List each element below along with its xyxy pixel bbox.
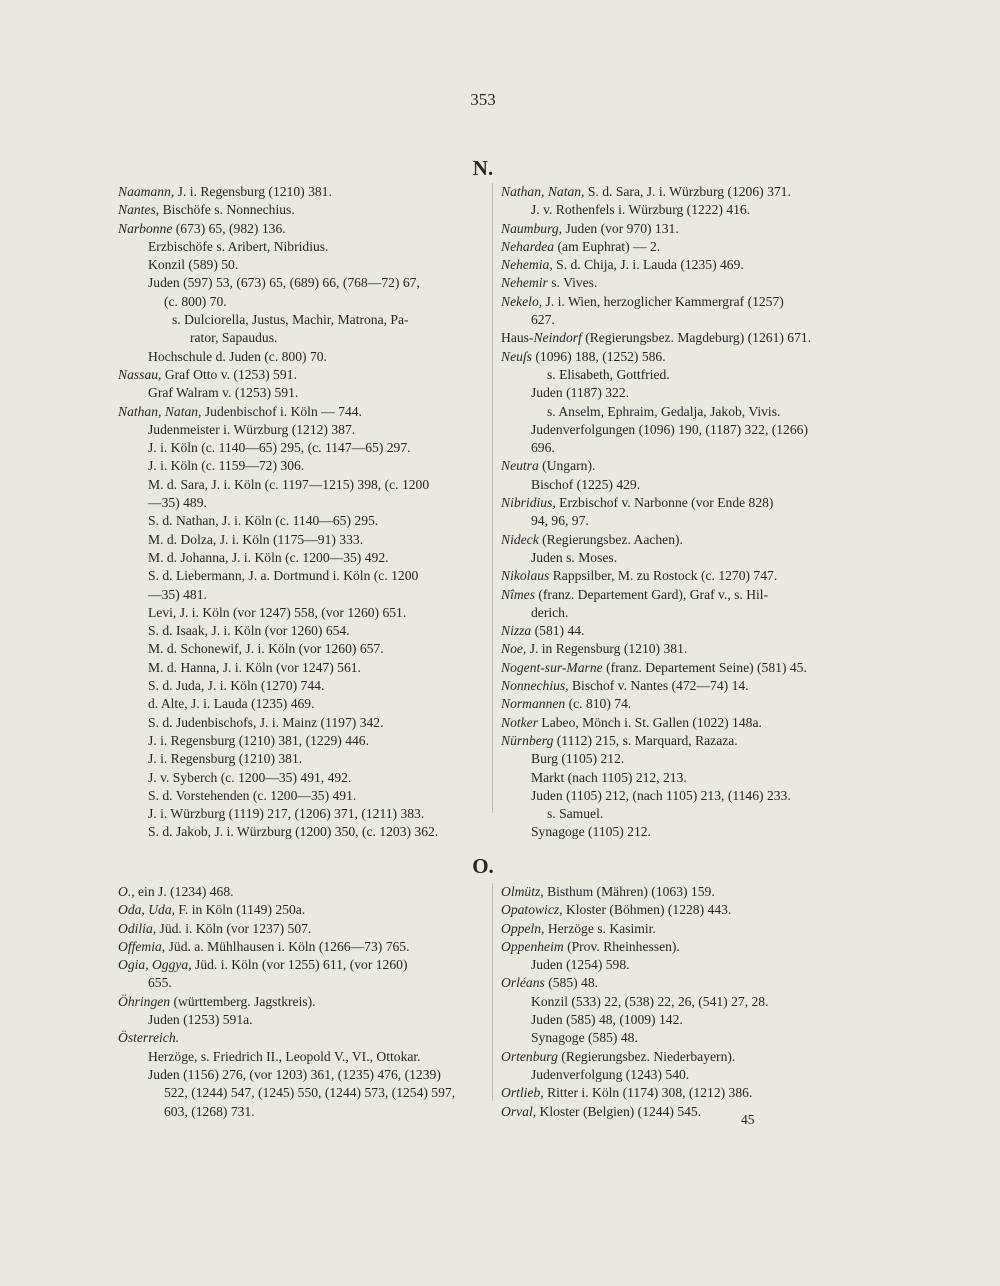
entry-keyword: Nassau, (118, 366, 162, 382)
entry-text: J. i. Köln (c. 1159—72) 306. (148, 458, 305, 474)
entry-keyword: Nürnberg (501, 732, 554, 748)
entry-text: Juden (1254) 598. (531, 957, 630, 973)
entry-keyword: Nekelo, (501, 293, 543, 309)
index-entry (118, 1066, 486, 1084)
entry-text: J. i. Wien, herzoglicher Kammergraf (1257) (542, 293, 784, 309)
entry-keyword: Naumburg, (501, 220, 563, 236)
index-entry (118, 1103, 486, 1121)
entry-text: Jüd. i. Köln (vor 1255) 611, (vor 1260) (191, 957, 408, 973)
entry-text: (Prov. Rheinhessen). (563, 938, 680, 954)
entry-text: rator, Sapaudus. (190, 330, 278, 346)
index-entry (501, 494, 871, 512)
entry-text: Bisthum (Mähren) (1063) 159. (543, 884, 715, 899)
index-entry (501, 901, 871, 919)
entry-text: s. Vives. (547, 275, 598, 291)
entry-text: Ritter i. Köln (1174) 308, (1212) 386. (543, 1085, 753, 1101)
index-entry (501, 974, 871, 992)
entry-keyword: Oppeln, (501, 920, 545, 936)
index-entry (118, 512, 486, 530)
index-entry (501, 311, 871, 329)
entry-text: (1096) 188, (1252) 586. (531, 348, 666, 364)
entry-text: Graf Walram v. (1253) 591. (148, 385, 299, 401)
entry-text: 94, 96, 97. (531, 513, 589, 529)
index-entry (501, 1103, 871, 1121)
entry-text: (1112) 215, s. Marquard, Razaza. (553, 732, 738, 748)
entry-text: (franz. Departement Gard), Graf v., s. Hil- (534, 586, 769, 602)
entry-text: S. d. Juda, J. i. Köln (1270) 744. (148, 678, 325, 694)
index-entry (501, 956, 871, 974)
entry-text: J. v. Syberch (c. 1200—35) 491, 492. (148, 769, 352, 785)
index-entry (501, 732, 871, 750)
index-entry (118, 787, 486, 805)
entry-text: (Regierungsbez. Magdeburg) (1261) 671. (581, 330, 812, 346)
entry-text: Herzöge s. Kasimir. (544, 920, 656, 936)
index-entry (501, 220, 871, 238)
entry-keyword: Offemia, (118, 938, 166, 954)
index-entry (501, 457, 871, 475)
index-column-left (118, 183, 486, 842)
index-entry (118, 586, 486, 604)
index-entry (118, 1011, 486, 1029)
index-entry (501, 920, 871, 938)
entry-text: J. i. Würzburg (1119) 217, (1206) 371, (1211) 383. (148, 806, 425, 822)
entry-text: Herzöge, s. Friedrich II., Leopold V., VI., Ottokar. (148, 1048, 421, 1064)
index-entry (118, 993, 486, 1011)
index-entry (118, 329, 486, 347)
index-entry (118, 549, 486, 567)
entry-text: 603, (1268) 731. (164, 1103, 255, 1119)
entry-text: J. i. Köln (c. 1140—65) 295, (c. 1147—65) 297. (148, 440, 411, 456)
entry-text: Jüd. a. Mühlhausen i. Köln (1266—73) 765. (165, 938, 410, 954)
entry-text: M. d. Dolza, J. i. Köln (1175—91) 333. (148, 531, 364, 547)
index-entry (501, 531, 871, 549)
entry-text: Juden (1156) 276, (vor 1203) 361, (1235) 476, (1239) (148, 1066, 441, 1082)
page-number: 353 (470, 90, 496, 109)
entry-text: Markt (nach 1105) 212, 213. (531, 769, 687, 785)
index-entry (118, 974, 486, 992)
entry-keyword: Nîmes (501, 586, 535, 602)
index-entry (501, 512, 871, 530)
index-entry (501, 714, 871, 732)
entry-keyword: Nehemir (501, 275, 548, 291)
index-entry (501, 1011, 871, 1029)
index-entry (501, 201, 871, 219)
index-entry (501, 1048, 871, 1066)
index-entry (501, 883, 871, 901)
index-column-right (492, 183, 871, 840)
entry-keyword: Olmütz, (501, 884, 544, 899)
entry-text: 522, (1244) 547, (1245) 550, (1244) 573, (1254) 597, (164, 1085, 456, 1101)
entry-text: Graf Otto v. (1253) 591. (161, 366, 297, 382)
index-entry (501, 293, 871, 311)
entry-text: Levi, J. i. Köln (vor 1247) 558, (vor 1260) 651. (148, 604, 407, 620)
index-entry (118, 531, 486, 549)
entry-keyword: Oppenheim (501, 938, 564, 954)
index-entry (501, 805, 871, 823)
section-letter-o: O. (472, 854, 494, 878)
entry-text: Juden (vor 970) 131. (562, 220, 679, 236)
entry-keyword: Notker (501, 714, 538, 730)
index-entry (118, 256, 486, 274)
entry-text: Rappsilber, M. zu Rostock (c. 1270) 747. (549, 568, 778, 584)
index-entry (118, 622, 486, 640)
index-entry (118, 677, 486, 695)
index-entry (118, 238, 486, 256)
entry-keyword: Neindorf (533, 330, 582, 346)
index-entry (501, 769, 871, 787)
entry-keyword: Nonnechius, (501, 678, 569, 694)
index-entry (501, 348, 871, 366)
entry-text: Judenverfolgung (1243) 540. (531, 1066, 690, 1082)
index-entry (501, 549, 871, 567)
entry-text: 627. (531, 312, 555, 328)
entry-prefix: Haus- (501, 330, 534, 346)
entry-text: S. d. Chija, J. i. Lauda (1235) 469. (552, 257, 744, 273)
index-entry (118, 640, 486, 658)
index-entry (118, 348, 486, 366)
entry-keyword: Nehemia, (501, 257, 553, 273)
index-entry (501, 1084, 871, 1102)
index-entry (118, 274, 486, 292)
entry-keyword: Neutra (501, 458, 539, 474)
entry-keyword: Opatowicz, (501, 902, 563, 918)
index-entry (501, 329, 871, 347)
entry-text: (c. 800) 70. (164, 293, 227, 309)
entry-text: Erzbischof v. Narbonne (vor Ende 828) (555, 495, 774, 511)
entry-text: S. d. Judenbischofs, J. i. Mainz (1197) 342. (148, 714, 384, 730)
index-entry (501, 476, 871, 494)
entry-text: (am Euphrat) — 2. (554, 238, 661, 254)
index-entry (501, 256, 871, 274)
entry-keyword: Ortlieb, (501, 1085, 544, 1101)
index-entry (118, 659, 486, 677)
entry-keyword: Narbonne (118, 220, 173, 236)
index-entry (118, 732, 486, 750)
entry-text: Konzil (533) 22, (538) 22, 26, (541) 27, 28. (531, 993, 769, 1009)
index-entry (501, 274, 871, 292)
index-entry (501, 384, 871, 402)
index-entry (118, 293, 486, 311)
index-entry (501, 659, 871, 677)
entry-text: ein J. (1234) 468. (134, 884, 234, 899)
index-entry (501, 421, 871, 439)
entry-text: Juden (1187) 322. (531, 385, 630, 401)
entry-keyword: Nathan, Natan, (501, 184, 585, 199)
entry-text: (c. 810) 74. (565, 696, 632, 712)
index-entry (118, 1084, 486, 1102)
entry-text: F. in Köln (1149) 250a. (175, 902, 306, 918)
index-entry (118, 201, 486, 219)
index-entry (501, 403, 871, 421)
entry-keyword: Nikolaus (501, 568, 550, 584)
index-entry (501, 938, 871, 956)
entry-text: S. d. Sara, J. i. Würzburg (1206) 371. (584, 184, 791, 199)
index-entry (501, 567, 871, 585)
entry-text: S. d. Jakob, J. i. Würzburg (1200) 350, (c. 1203) 362. (148, 824, 439, 840)
entry-text: Juden (1105) 212, (nach 1105) 213, (1146) 233. (531, 787, 791, 803)
index-entry (501, 183, 871, 201)
index-entry (118, 1048, 486, 1066)
entry-keyword: Noe, (501, 641, 527, 657)
index-entry (118, 439, 486, 457)
index-entry (118, 714, 486, 732)
section-letter-n: N. (472, 156, 494, 180)
index-entry (118, 421, 486, 439)
entry-text: (franz. Departement Seine) (581) 45. (602, 659, 807, 675)
entry-text: J. i. Regensburg (1210) 381. (174, 184, 332, 199)
entry-text: Juden (1253) 591a. (148, 1012, 253, 1028)
index-entry (501, 640, 871, 658)
index-entry (118, 220, 486, 238)
entry-text: s. Anselm, Ephraim, Gedalja, Jakob, Vivis. (547, 403, 781, 419)
index-entry (118, 938, 486, 956)
entry-text: Judenbischof i. Köln — 744. (201, 403, 362, 419)
entry-text: s. Samuel. (547, 806, 604, 822)
entry-text: Hochschule d. Juden (c. 800) 70. (148, 348, 327, 364)
entry-keyword: Nehardea (501, 238, 555, 254)
index-entry (118, 823, 486, 841)
index-entry (501, 1029, 871, 1047)
entry-text: M. d. Sara, J. i. Köln (c. 1197—1215) 398, (c. 1200 (148, 476, 430, 492)
index-entry (501, 439, 871, 457)
index-entry (501, 366, 871, 384)
entry-text: Jüd. i. Köln (vor 1237) 507. (156, 920, 312, 936)
entry-text: Judenverfolgungen (1096) 190, (1187) 322, (1266) (531, 421, 808, 437)
entry-text: derich. (531, 604, 569, 620)
entry-text: J. i. Regensburg (1210) 381, (1229) 446. (148, 732, 370, 748)
entry-keyword: Nogent-sur-Marne (501, 659, 603, 675)
entry-text: (Regierungsbez. Aachen). (538, 531, 683, 547)
entry-text: J. i. Regensburg (1210) 381. (148, 751, 303, 767)
entry-keyword: Nizza (501, 623, 532, 639)
index-entry (118, 956, 486, 974)
entry-text: (Ungarn). (538, 458, 596, 474)
entry-text: Bischöfe s. Nonnechius. (159, 202, 295, 218)
entry-text: S. d. Vorstehenden (c. 1200—35) 491. (148, 787, 357, 803)
entry-text: (585) 48. (544, 975, 599, 991)
entry-text: (673) 65, (982) 136. (172, 220, 286, 236)
entry-text: 655. (148, 975, 172, 991)
entry-text: Kloster (Böhmen) (1228) 443. (562, 902, 732, 918)
entry-text: S. d. Liebermann, J. a. Dortmund i. Köln (c. 1200 (148, 568, 419, 584)
entry-text: Konzil (589) 50. (148, 257, 239, 273)
entry-keyword: Neuſs (501, 348, 532, 364)
index-entry (501, 787, 871, 805)
index-entry (118, 384, 486, 402)
entry-text: Erzbischöfe s. Aribert, Nibridius. (148, 238, 329, 254)
index-entry (501, 823, 871, 841)
entry-keyword: Normannen (501, 696, 566, 712)
index-entry (501, 750, 871, 768)
entry-text: d. Alte, J. i. Lauda (1235) 469. (148, 696, 315, 712)
index-entry (118, 1029, 486, 1047)
index-entry (118, 805, 486, 823)
entry-text: Juden s. Moses. (531, 549, 618, 565)
entry-text: M. d. Schonewif, J. i. Köln (vor 1260) 657. (148, 641, 384, 657)
entry-text: (Regierungsbez. Niederbayern). (557, 1048, 736, 1064)
entry-text: J. v. Rothenfels i. Würzburg (1222) 416. (531, 202, 751, 218)
index-entry (118, 494, 486, 512)
entry-text: Juden (597) 53, (673) 65, (689) 66, (768—72) 67, (148, 275, 420, 291)
entry-keyword: Ogia, Oggya, (118, 957, 192, 973)
entry-keyword: O., (118, 884, 135, 899)
index-entry (118, 476, 486, 494)
index-entry (501, 677, 871, 695)
entry-keyword: Öhringen (118, 993, 171, 1009)
entry-text: M. d. Hanna, J. i. Köln (vor 1247) 561. (148, 659, 361, 675)
entry-text: M. d. Johanna, J. i. Köln (c. 1200—35) 492. (148, 549, 389, 565)
entry-text: J. in Regensburg (1210) 381. (526, 641, 688, 657)
entry-text: S. d. Nathan, J. i. Köln (c. 1140—65) 295. (148, 513, 379, 529)
index-entry (118, 403, 486, 421)
entry-keyword: Nideck (501, 531, 539, 547)
entry-text: Kloster (Belgien) (1244) 545. (536, 1103, 702, 1119)
index-entry (118, 769, 486, 787)
index-entry (501, 1066, 871, 1084)
entry-text: S. d. Isaak, J. i. Köln (vor 1260) 654. (148, 623, 350, 639)
entry-text: —35) 481. (148, 586, 207, 602)
entry-text: Bischof (1225) 429. (531, 476, 641, 492)
signature-mark: 45 (741, 1112, 755, 1127)
entry-text: —35) 489. (148, 495, 207, 511)
entry-text: (württemberg. Jagstkreis). (170, 993, 316, 1009)
entry-keyword: Ortenburg (501, 1048, 558, 1064)
index-entry (118, 604, 486, 622)
entry-keyword: Nibridius, (501, 495, 556, 511)
entry-keyword: Naamann, (118, 184, 175, 199)
index-entry (118, 567, 486, 585)
entry-keyword: Orléans (501, 975, 545, 991)
index-entry (118, 457, 486, 475)
entry-text: Synagoge (585) 48. (531, 1030, 638, 1046)
index-entry (118, 366, 486, 384)
index-entry (118, 920, 486, 938)
index-entry (118, 901, 486, 919)
entry-text: Bischof v. Nantes (472—74) 14. (568, 678, 749, 694)
entry-text: Judenmeister i. Würzburg (1212) 387. (148, 421, 356, 437)
index-entry (118, 750, 486, 768)
entry-text: 696. (531, 440, 555, 456)
index-entry (118, 695, 486, 713)
entry-text: (581) 44. (531, 623, 585, 639)
entry-text: s. Dulciorella, Justus, Machir, Matrona, Pa- (172, 312, 409, 328)
index-entry (501, 586, 871, 604)
index-column-right (492, 883, 871, 1119)
index-entry (501, 695, 871, 713)
entry-keyword: Orval, (501, 1103, 537, 1119)
entry-keyword: Oda, Uda, (118, 902, 176, 918)
index-entry (501, 238, 871, 256)
entry-text: Juden (585) 48, (1009) 142. (531, 1012, 683, 1028)
entry-text: Labeo, Mönch i. St. Gallen (1022) 148a. (538, 714, 762, 730)
index-entry (118, 183, 486, 201)
entry-text: Synagoge (1105) 212. (531, 824, 651, 840)
entry-keyword: Nathan, Natan, (118, 403, 202, 419)
entry-keyword: Nantes, (118, 202, 160, 218)
entry-keyword: Österreich. (118, 1030, 180, 1046)
index-entry (501, 604, 871, 622)
index-entry (501, 622, 871, 640)
index-entry (118, 311, 486, 329)
entry-text: Burg (1105) 212. (531, 751, 625, 767)
entry-text: s. Elisabeth, Gottfried. (547, 366, 670, 382)
index-column-left (118, 883, 486, 1121)
index-entry (118, 883, 486, 901)
index-entry (501, 993, 871, 1011)
entry-keyword: Odilia, (118, 920, 157, 936)
